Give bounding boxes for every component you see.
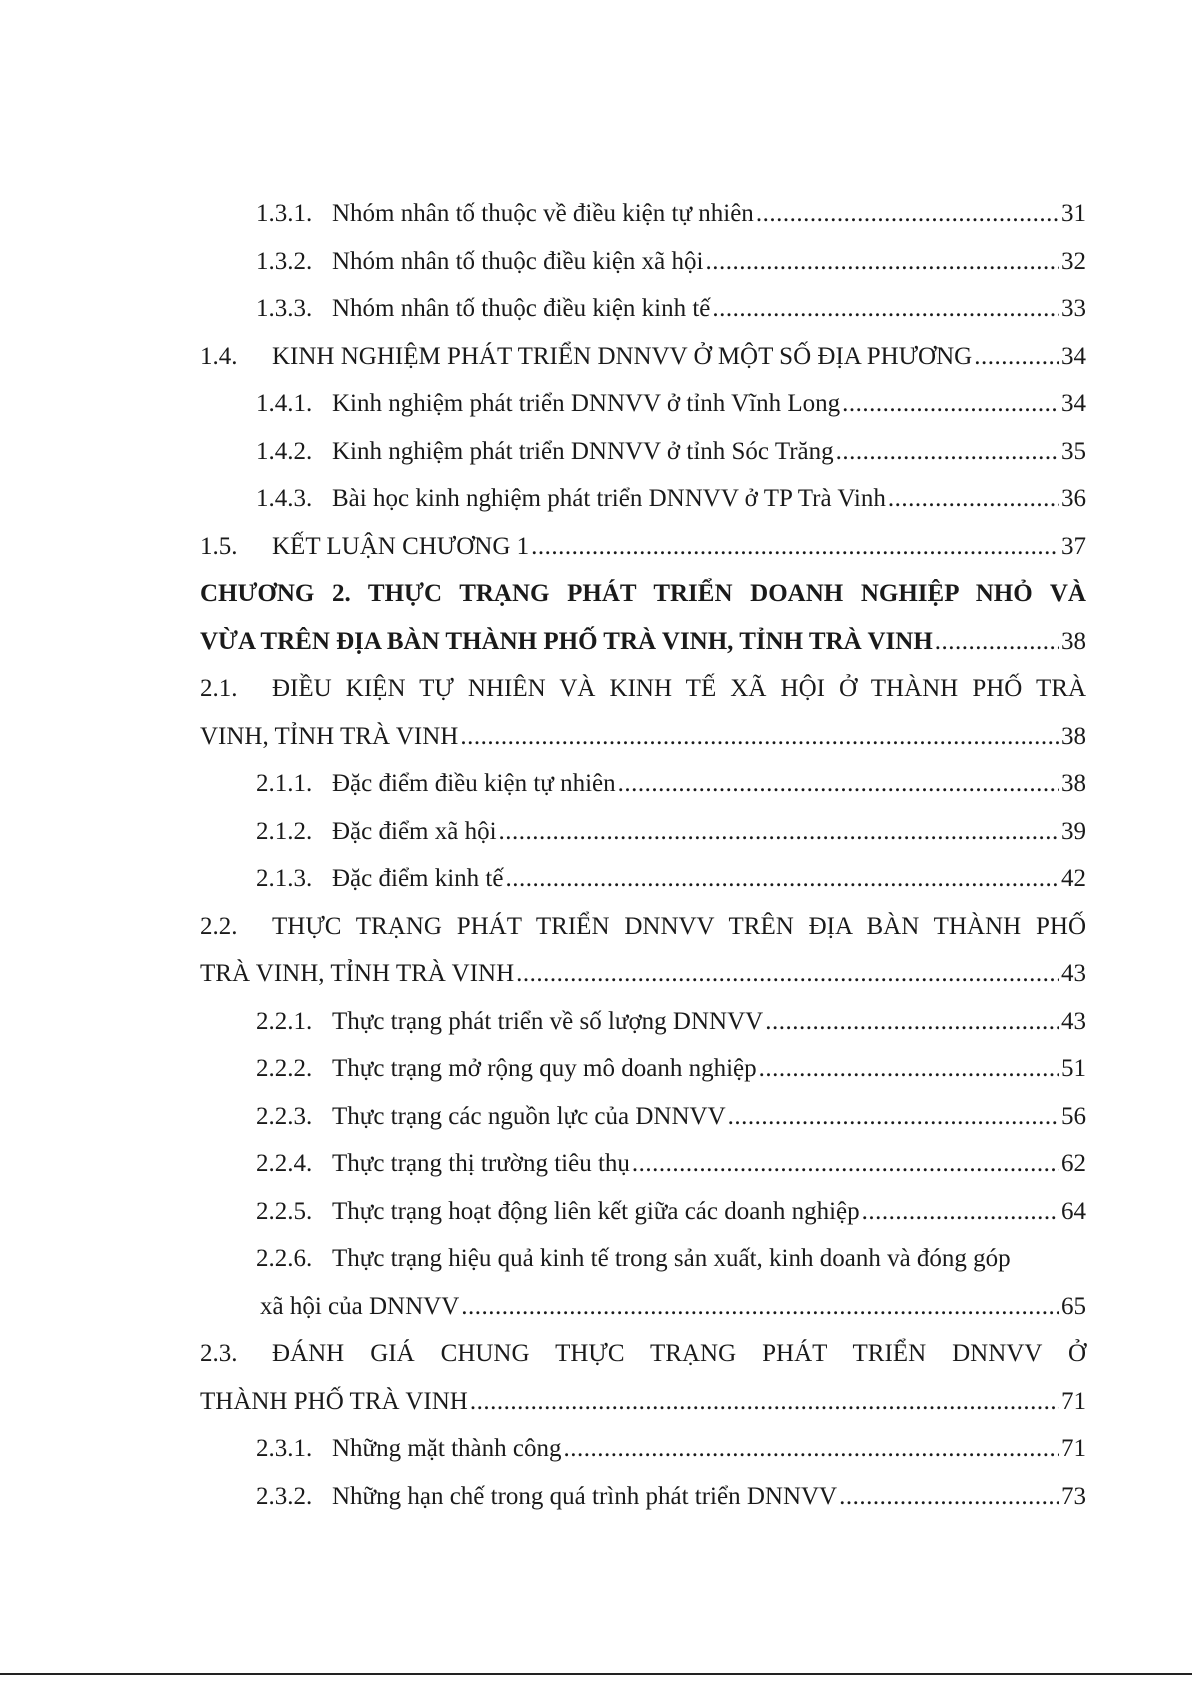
toc-number: 2.2.1. (256, 1007, 313, 1035)
dot-leader (505, 855, 1059, 903)
toc-number: 2.2. (200, 912, 238, 940)
toc-entry-2-2-line-2[interactable] (200, 950, 1086, 998)
dot-leader (563, 1425, 1059, 1473)
dot-leader (839, 1473, 1059, 1521)
toc-number: 2.3.1. (256, 1435, 313, 1462)
toc-entry-2-2-line-1[interactable] (200, 903, 1086, 951)
toc-entry-2-1-line-1[interactable] (200, 665, 1086, 713)
toc-entry-2-1-2[interactable] (256, 808, 1086, 856)
toc-number: 2.2.3. (256, 1102, 313, 1130)
toc-number: 1.3.1. (256, 200, 313, 227)
toc-entry-2-2-5[interactable] (256, 1188, 1086, 1236)
toc-page-number: 64 (1061, 1197, 1086, 1225)
toc-chapter-2-line-1[interactable] (200, 570, 1086, 618)
toc-page-number: 34 (1061, 342, 1086, 370)
toc-page-number: 71 (1061, 1387, 1086, 1415)
toc-page-number: 33 (1061, 295, 1086, 322)
dot-leader (728, 1093, 1059, 1141)
toc-number: 2.2.4. (256, 1150, 313, 1177)
toc-entry-1-4-3[interactable] (256, 475, 1086, 523)
page-bottom-rule (0, 1673, 1192, 1675)
toc-number: 2.1. (200, 675, 238, 702)
toc-title: Thực trạng phát triển về số lượng DNNVV (332, 1007, 764, 1035)
toc-title: Đặc điểm kinh tế (332, 865, 504, 892)
toc-number: 1.4.3. (256, 485, 313, 512)
toc-number: 1.3.2. (256, 247, 313, 275)
toc-page-number: 38 (1061, 627, 1086, 655)
dot-leader (765, 998, 1059, 1046)
toc-entry-2-1-3[interactable] (256, 855, 1086, 903)
toc-title: Thực trạng hoạt động liên kết giữa các doanh nghiệp (332, 1197, 860, 1225)
toc-number: 2.3. (200, 1340, 238, 1367)
toc-page-number: 51 (1061, 1055, 1086, 1082)
toc-title: Những hạn chế trong quá trình phát triển DNNVV (332, 1482, 838, 1510)
dot-leader (618, 760, 1059, 808)
dot-leader (759, 1045, 1059, 1093)
dot-leader (862, 1188, 1059, 1236)
dot-leader (842, 380, 1059, 428)
dot-leader (460, 713, 1059, 761)
toc-title: Những mặt thành công (332, 1435, 562, 1462)
toc-entry-1-3-3[interactable] (256, 285, 1086, 333)
toc-entry-2-3-line-2[interactable] (200, 1378, 1086, 1426)
toc-number: 2.2.2. (256, 1055, 313, 1082)
toc-page-number: 31 (1061, 200, 1086, 227)
dot-leader (632, 1140, 1059, 1188)
toc-chapter-title-continued: VỪA TRÊN ĐỊA BÀN THÀNH PHỐ TRÀ VINH, TỈNH TRÀ VINH (200, 627, 933, 655)
toc-page-number: 35 (1061, 437, 1086, 465)
toc-entry-1-5[interactable] (200, 523, 1086, 571)
toc-number: 2.1.3. (256, 865, 313, 892)
toc-title: THỰC TRẠNG PHÁT TRIỂN DNNVV TRÊN ĐỊA BÀN THÀNH PHỐ (272, 912, 1086, 940)
toc-number: 2.2.5. (256, 1197, 313, 1225)
toc-title-continued: xã hội của DNNVV (260, 1292, 460, 1320)
toc-title: Thực trạng các nguồn lực của DNNVV (332, 1102, 726, 1130)
dot-leader (531, 523, 1059, 571)
toc-page-number: 38 (1061, 722, 1086, 750)
toc-entry-2-2-6-line-1[interactable] (256, 1235, 1086, 1283)
toc-title: KẾT LUẬN CHƯƠNG 1 (272, 532, 530, 560)
toc-number: 2.2.6. (256, 1245, 313, 1272)
toc-title-continued: TRÀ VINH, TỈNH TRÀ VINH (200, 960, 515, 987)
toc-page-number: 62 (1061, 1150, 1086, 1177)
toc-title-continued: THÀNH PHỐ TRÀ VINH (200, 1387, 468, 1415)
toc-number: 1.4.2. (256, 437, 313, 465)
toc-entry-2-2-3[interactable] (256, 1093, 1086, 1141)
toc-page-number: 71 (1061, 1435, 1086, 1462)
toc-entry-1-4[interactable] (200, 333, 1086, 381)
toc-number: 2.3.2. (256, 1482, 313, 1510)
toc-title: Kinh nghiệm phát triển DNNVV ở tỉnh Vĩnh Long (332, 390, 841, 417)
toc-entry-2-2-6-line-2[interactable] (256, 1283, 1086, 1331)
toc-page-number: 34 (1061, 390, 1086, 417)
dot-leader (470, 1378, 1059, 1426)
toc-title: Nhóm nhân tố thuộc điều kiện xã hội (332, 247, 704, 275)
toc-page-number: 65 (1061, 1292, 1086, 1320)
toc-page-number: 32 (1061, 247, 1086, 275)
toc-entry-2-2-1[interactable] (256, 998, 1086, 1046)
toc-title: Kinh nghiệm phát triển DNNVV ở tỉnh Sóc Trăng (332, 437, 834, 465)
dot-leader (461, 1283, 1059, 1331)
toc-page-number: 42 (1061, 865, 1086, 892)
toc-entry-2-3-2[interactable] (256, 1473, 1086, 1521)
toc-entry-2-3-1[interactable] (256, 1425, 1086, 1473)
dot-leader (516, 950, 1059, 998)
toc-title: Nhóm nhân tố thuộc điều kiện kinh tế (332, 295, 711, 322)
dot-leader (756, 190, 1059, 238)
toc-title: Thực trạng thị trường tiêu thụ (332, 1150, 630, 1177)
toc-page-number: 43 (1061, 960, 1086, 987)
toc-entry-1-4-2[interactable] (256, 428, 1086, 476)
toc-number: 2.1.1. (256, 770, 313, 797)
toc-number: 1.3.3. (256, 295, 313, 322)
dot-leader (836, 428, 1059, 476)
toc-title: Thực trạng hiệu quả kinh tế trong sản xuất, kinh doanh và đóng góp (332, 1245, 1011, 1272)
toc-entry-1-3-1[interactable] (256, 190, 1086, 238)
dot-leader (705, 238, 1059, 286)
toc-page-number: 56 (1061, 1102, 1086, 1130)
toc-number: 1.4. (200, 342, 238, 370)
toc-title: Thực trạng mở rộng quy mô doanh nghiệp (332, 1055, 757, 1082)
toc-page-number: 38 (1061, 770, 1086, 797)
toc-title: Bài học kinh nghiệm phát triển DNNVV ở TP Trà Vinh (332, 485, 886, 512)
toc-title: Đặc điểm xã hội (332, 817, 497, 845)
toc-entry-1-3-2[interactable] (256, 238, 1086, 286)
dot-leader (935, 618, 1059, 666)
toc-entry-2-2-2[interactable] (256, 1045, 1086, 1093)
toc-entry-1-4-1[interactable] (256, 380, 1086, 428)
dot-leader (974, 333, 1059, 381)
toc-chapter-2-line-2[interactable] (200, 618, 1086, 666)
toc-chapter-title: CHƯƠNG 2. THỰC TRẠNG PHÁT TRIỂN DOANH NGHIỆP NHỎ VÀ (200, 580, 1086, 607)
toc-entry-2-1-line-2[interactable] (200, 713, 1086, 761)
toc-entry-2-1-1[interactable] (256, 760, 1086, 808)
toc-number: 1.4.1. (256, 390, 313, 417)
toc-title: ĐIỀU KIỆN TỰ NHIÊN VÀ KINH TẾ XÃ HỘI Ở THÀNH PHỐ TRÀ (272, 675, 1086, 702)
toc-title: Nhóm nhân tố thuộc về điều kiện tự nhiên (332, 200, 754, 227)
dot-leader (499, 808, 1059, 856)
toc-entry-2-2-4[interactable] (256, 1140, 1086, 1188)
toc-title: Đặc điểm điều kiện tự nhiên (332, 770, 616, 797)
toc-number: 1.5. (200, 532, 238, 560)
dot-leader (888, 475, 1059, 523)
toc-page-number: 43 (1061, 1007, 1086, 1035)
toc-title: KINH NGHIỆM PHÁT TRIỂN DNNVV Ở MỘT SỐ ĐỊA PHƯƠNG (272, 342, 973, 370)
toc-number: 2.1.2. (256, 817, 313, 845)
toc-page-number: 37 (1061, 532, 1086, 560)
toc-page-number: 39 (1061, 817, 1086, 845)
toc-page-number: 73 (1061, 1482, 1086, 1510)
toc-entry-2-3-line-1[interactable] (200, 1330, 1086, 1378)
toc-title: ĐÁNH GIÁ CHUNG THỰC TRẠNG PHÁT TRIỂN DNNVV Ở (272, 1340, 1086, 1367)
dot-leader (712, 285, 1059, 333)
toc-title-continued: VINH, TỈNH TRÀ VINH (200, 722, 459, 750)
toc-page-number: 36 (1061, 485, 1086, 512)
table-of-contents (200, 190, 1086, 1520)
